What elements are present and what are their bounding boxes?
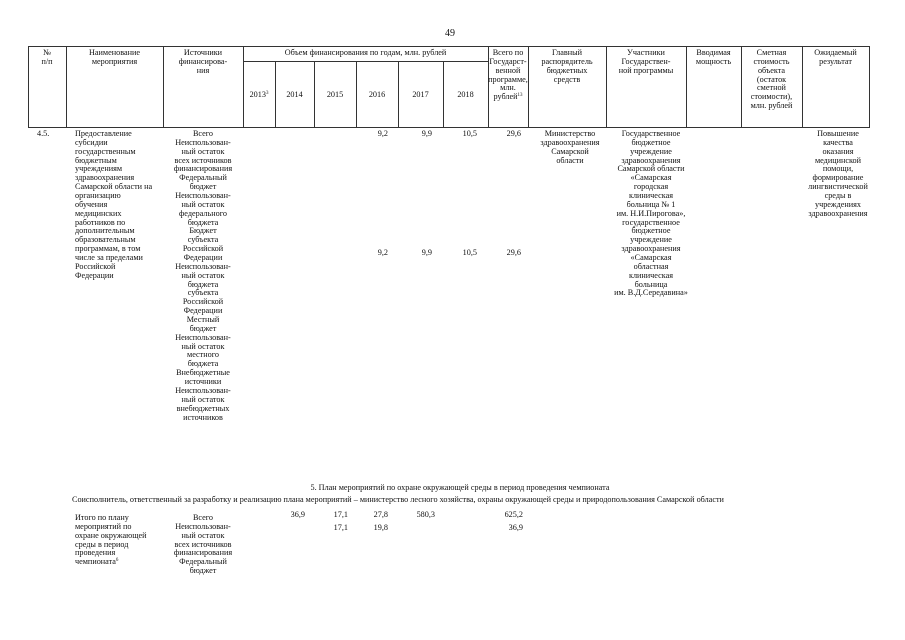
header-year-2015: 2015: [326, 90, 344, 99]
header-participants: Участники Государствен- ной программы: [618, 48, 674, 75]
header-result: Ожидаемый результат: [814, 48, 857, 66]
header-capacity: Вводимая мощность: [695, 48, 732, 66]
header-sources: Источники финансирова- ния: [178, 48, 228, 75]
row-4-5-total-2017: 9,9: [421, 129, 432, 138]
total-row-line2-total: 36,9: [508, 523, 523, 532]
row-4-5-name: Предоставление субсидии государственным бюджетным учреждениям здравоохранения Самарской области на организацию обучения медицинских работников по дополнительным образовательным программам, в том числе за пределами Российской Федерации: [75, 129, 153, 280]
page-number: 49: [445, 28, 455, 39]
header-year-2017: 2017: [412, 90, 429, 99]
row-4-5-total-2018: 10,5: [462, 129, 477, 138]
row-4-5-num: 4.5.: [37, 129, 50, 138]
header-year-2014: 2014: [286, 90, 303, 99]
header-financing-group: Объем финансирования по годам, млн. рублей: [284, 48, 447, 57]
section-5-title: 5. План мероприятий по охране окружающей среды в период проведения чемпионата: [310, 483, 610, 492]
total-row-sources: Всего Неиспользован- ный остаток всех источников финансирования Федеральный бюджет: [173, 513, 233, 576]
header-estimate: Сметная стоимость объекта (остаток сметной стоимости), млн. рублей: [750, 48, 793, 111]
header-year-2016: 2016: [368, 90, 386, 99]
header-year-2018: 2018: [457, 90, 474, 99]
header-total: Всего по Государст- венной программе, млн. рублей$^{13}$: [488, 48, 528, 102]
row-4-5-regional-2018: 10,5: [462, 248, 477, 257]
total-row-2014: 17,1: [333, 510, 348, 519]
total-row-2016: 580,3: [416, 510, 435, 519]
row-4-5-regional-2016: 9,2: [377, 248, 388, 257]
total-row-line2-2015: 19,8: [373, 523, 388, 532]
total-row-2013: 36,9: [290, 510, 305, 519]
row-4-5-result: Повышение качества оказания медицинской помощи, формирование лингвистической среды в учреждениях здравоохранения: [808, 129, 868, 218]
total-row-total: 625,2: [504, 510, 523, 519]
row-4-5-regional-sum: 29,6: [506, 248, 521, 257]
header-num: № п/п: [41, 48, 53, 66]
header-year-2013: 2013$^3$: [249, 90, 269, 99]
row-4-5-manager: Министерство здравоохранения Самарской области: [540, 129, 600, 165]
total-row-2015: 27,8: [373, 510, 388, 519]
row-4-5-total-2016: 9,2: [377, 129, 388, 138]
total-row-line2-2014: 17,1: [333, 523, 348, 532]
total-row-name: Итого по плану мероприятий по охране окружающей среды в период проведения чемпионата$^6$: [75, 513, 147, 567]
section-5-coexecutor: Соисполнитель, ответственный за разработку и реализацию плана мероприятий – министерство лесного хозяйства, охраны окружающей среды и природопользования Самарской области: [72, 495, 724, 504]
header-manager: Главный распорядитель бюджетных средств: [541, 48, 593, 84]
header-name: Наименование мероприятия: [88, 48, 140, 66]
row-4-5-participants: Государственное бюджетное учреждение здравоохранения Самарской области «Самарская городская клиническая больница № 1 им. Н.И.Пирогова», государственное бюджетное учреждение здравоохранения «Самарская областная клиническая больница им. В.Д.Середавина»: [614, 129, 688, 298]
row-4-5-total-sum: 29,6: [506, 129, 521, 138]
row-4-5-sources: Всего Неиспользован- ный остаток всех источников финансирования Федеральный бюджет Неиспользован- ный остаток федерального бюджета Бюджет субъекта Российской Федерации Неиспользован- ный остаток бюджета субъекта Российской Федерации Местный бюджет Неиспользован- ный остаток местного бюджета Внебюджетные источники Неиспользован- ный остаток внебюджетных источников: [173, 129, 233, 422]
row-4-5-regional-2017: 9,9: [421, 248, 432, 257]
